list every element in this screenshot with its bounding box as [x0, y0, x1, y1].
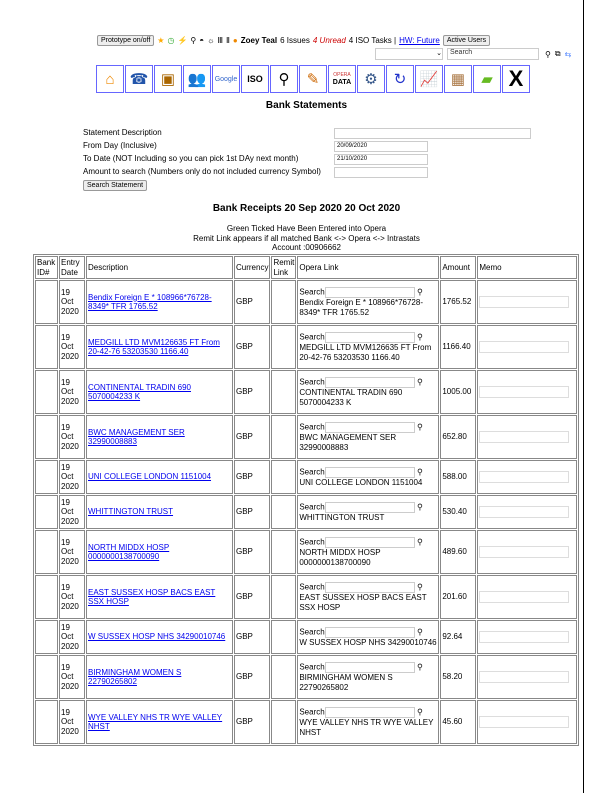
- table-row: [35, 530, 577, 574]
- memo-input[interactable]: [479, 631, 569, 643]
- help-icon[interactable]: ●: [232, 36, 238, 45]
- bank-id: [35, 530, 58, 574]
- search-label: Search: [299, 627, 325, 637]
- users-icon[interactable]: 👥: [183, 65, 211, 93]
- hw-link[interactable]: HW: Future: [399, 36, 440, 45]
- opera-link-cell: [297, 530, 439, 574]
- prototype-toggle-button[interactable]: Prototype on/off: [97, 35, 154, 46]
- table-header: [35, 256, 577, 279]
- search-icon[interactable]: ⚲: [416, 627, 423, 637]
- search-icon[interactable]: ⚲: [416, 467, 423, 477]
- remit-link: [271, 700, 296, 744]
- entry-date: 19 Oct 2020: [59, 280, 85, 324]
- currency: GBP: [234, 325, 270, 369]
- entry-date: 19 Oct 2020: [59, 620, 85, 654]
- entry-date: 19 Oct 2020: [59, 575, 85, 619]
- search-icon[interactable]: ⚲: [416, 707, 423, 717]
- search-label: Search: [299, 467, 325, 477]
- description-link[interactable]: CONTINENTAL TRADIN 690 5070004233 K: [88, 382, 191, 401]
- opera-match: UNI COLLEGE LONDON 1151004: [299, 477, 423, 487]
- account-number: Account :00906662: [272, 243, 341, 252]
- description-link[interactable]: EAST SUSSEX HOSP BACS EAST SSX HOSP: [88, 587, 216, 606]
- currency: GBP: [234, 575, 270, 619]
- memo-input[interactable]: [479, 431, 569, 443]
- col-amount: Amount: [440, 256, 476, 279]
- bank-id: [35, 280, 58, 324]
- sun-icon[interactable]: ☼: [207, 36, 215, 45]
- currency: GBP: [234, 620, 270, 654]
- search-scope-select[interactable]: ⌄: [375, 48, 443, 60]
- bank-id: [35, 415, 58, 459]
- table-row: [35, 700, 577, 744]
- search-icon[interactable]: ⚲: [416, 377, 423, 387]
- col-description: Description: [86, 256, 233, 279]
- search-icon[interactable]: ⚲: [416, 422, 423, 432]
- table-row: [35, 325, 577, 369]
- search-label: Search: [299, 537, 325, 547]
- col-bank-id: Bank ID#: [35, 256, 58, 279]
- search-label: Search: [299, 332, 325, 342]
- search-statement-button[interactable]: Search Statement: [83, 180, 147, 191]
- description-link[interactable]: Bendix Foreign E * 108966*76728-8349* TFR 1765.52: [88, 292, 212, 311]
- opera-link-cell: [297, 460, 439, 494]
- amount: 489.60: [440, 530, 476, 574]
- memo-input[interactable]: [479, 671, 569, 683]
- top-bar: [97, 35, 490, 46]
- entry-date: 19 Oct 2020: [59, 370, 85, 414]
- from-date-input[interactable]: 20/09/2020: [334, 141, 428, 152]
- description-cell: [86, 325, 233, 369]
- star-icon[interactable]: ★: [157, 36, 165, 45]
- description-cell: [86, 575, 233, 619]
- book-icon[interactable]: ▰: [473, 65, 501, 93]
- amount: 530.40: [440, 495, 476, 529]
- search-input[interactable]: Search: [447, 48, 539, 60]
- bank-id: [35, 460, 58, 494]
- phone-icon[interactable]: ☎: [125, 65, 153, 93]
- bank-id: [35, 370, 58, 414]
- description-link[interactable]: UNI COLLEGE LONDON 1151004: [88, 472, 212, 482]
- entry-date: 19 Oct 2020: [59, 530, 85, 574]
- amount: 58.20: [440, 655, 476, 699]
- chart-icon[interactable]: 📈: [415, 65, 443, 93]
- search-icon[interactable]: ⚲: [416, 287, 423, 297]
- opera-search-input[interactable]: [325, 422, 415, 433]
- memo-cell: [477, 460, 577, 494]
- amount: 652.80: [440, 415, 476, 459]
- opera-search-input[interactable]: [325, 662, 415, 673]
- col-entry-date: Entry Date: [59, 256, 85, 279]
- description-cell: [86, 655, 233, 699]
- col-memo: Memo: [477, 256, 577, 279]
- opera-link-cell: [297, 575, 439, 619]
- magnifier-icon[interactable]: ⚲: [270, 65, 298, 93]
- memo-input[interactable]: [479, 341, 569, 353]
- to-label: To Date (NOT Including so you can pick 1st DAy next month): [83, 154, 299, 163]
- globe-icon[interactable]: ◓: [199, 36, 205, 45]
- description-cell: [86, 620, 233, 654]
- notes: [0, 224, 613, 253]
- memo-cell: [477, 495, 577, 529]
- remit-link: [271, 495, 296, 529]
- opera-search-input[interactable]: [325, 537, 415, 548]
- memo-cell: [477, 325, 577, 369]
- description-cell: [86, 530, 233, 574]
- remit-link: [271, 575, 296, 619]
- search-icon[interactable]: ⚲: [416, 582, 423, 592]
- opera-search-input[interactable]: [325, 467, 415, 478]
- description-cell: [86, 415, 233, 459]
- settings-icon[interactable]: ⚙: [357, 65, 385, 93]
- remit-link: [271, 460, 296, 494]
- iso-tasks[interactable]: 4 ISO Tasks |: [348, 36, 397, 45]
- remit-link: [271, 280, 296, 324]
- amount: 588.00: [440, 460, 476, 494]
- search-label: Search: [299, 422, 325, 432]
- opera-search-input[interactable]: [325, 377, 415, 388]
- memo-input[interactable]: [479, 296, 569, 308]
- col-opera-link: Opera Link: [297, 256, 439, 279]
- note-remit-link: Remit Link appears if all matched Bank <-> Opera <-> Intrastats: [193, 233, 420, 243]
- opera-link-cell: [297, 280, 439, 324]
- search-icon[interactable]: ⚲: [416, 332, 423, 342]
- amount: 1166.40: [440, 325, 476, 369]
- table-row: [35, 495, 577, 529]
- table-row: [35, 620, 577, 654]
- memo-cell: [477, 700, 577, 744]
- bank-id: [35, 620, 58, 654]
- memo-cell: [477, 655, 577, 699]
- issues-count[interactable]: 6 Issues: [280, 36, 310, 45]
- entry-date: 19 Oct 2020: [59, 655, 85, 699]
- table-row: [35, 415, 577, 459]
- entry-date: 19 Oct 2020: [59, 700, 85, 744]
- note-green-ticked: Green Ticked Have Been Entered into Opera: [226, 224, 387, 233]
- entry-date: 19 Oct 2020: [59, 325, 85, 369]
- lightning-icon[interactable]: ⚡: [177, 36, 188, 45]
- page-title: Bank Statements: [265, 100, 348, 111]
- description-cell: [86, 280, 233, 324]
- table-row: [35, 280, 577, 324]
- iso-icon[interactable]: ISO: [241, 65, 269, 93]
- description-link[interactable]: WHITTINGTON TRUST: [88, 507, 174, 517]
- entry-date: 19 Oct 2020: [59, 495, 85, 529]
- search-label: Search: [299, 707, 325, 717]
- amount: 201.60: [440, 575, 476, 619]
- opera-link-cell: [297, 325, 439, 369]
- edit-icon[interactable]: ✎: [299, 65, 327, 93]
- opera-match: WYE VALLEY NHS TR WYE VALLEY NHST: [299, 718, 434, 737]
- bank-id: [35, 700, 58, 744]
- desc-label: Statement Description: [83, 128, 162, 137]
- remit-link: [271, 415, 296, 459]
- currency: GBP: [234, 460, 270, 494]
- search-icon[interactable]: ⚲: [416, 537, 423, 547]
- google-icon[interactable]: Google: [212, 65, 240, 93]
- opera-match: WHITTINGTON TRUST: [299, 512, 385, 522]
- entry-date: 19 Oct 2020: [59, 460, 85, 494]
- from-label: From Day (Inclusive): [83, 141, 157, 150]
- data-label: DATA: [332, 79, 352, 86]
- amount-label: Amount to search (Numbers only do not included currency Symbol): [83, 167, 321, 176]
- opera-match: EAST SUSSEX HOSP BACS EAST SSX HOSP: [299, 593, 427, 612]
- search-icon[interactable]: ⚲: [545, 49, 551, 59]
- memo-cell: [477, 415, 577, 459]
- search-icon[interactable]: ⚲: [416, 502, 423, 512]
- opera-search-input[interactable]: [325, 287, 415, 298]
- currency: GBP: [234, 700, 270, 744]
- description-link[interactable]: BIRMINGHAM WOMEN S 22790265802: [88, 667, 182, 686]
- remit-link: [271, 655, 296, 699]
- memo-input[interactable]: [479, 471, 569, 483]
- opera-link-cell: [297, 415, 439, 459]
- memo-input[interactable]: [479, 546, 569, 558]
- amount: 45.60: [440, 700, 476, 744]
- entry-date: 19 Oct 2020: [59, 415, 85, 459]
- opera-match: NORTH MIDDX HOSP 0000000138700090: [299, 548, 381, 567]
- currency: GBP: [234, 415, 270, 459]
- opera-match: W SUSSEX HOSP NHS 34290010746: [299, 637, 437, 647]
- table-row: [35, 575, 577, 619]
- memo-cell: [477, 370, 577, 414]
- memo-cell: [477, 575, 577, 619]
- receipts-table: [33, 254, 579, 746]
- description-link[interactable]: BWC MANAGEMENT SER 32990008883: [88, 427, 185, 446]
- bank-id: [35, 655, 58, 699]
- memo-input[interactable]: [479, 716, 569, 728]
- opera-match: BIRMINGHAM WOMEN S 22790265802: [299, 673, 393, 692]
- amount: 1005.00: [440, 370, 476, 414]
- amount-input[interactable]: [334, 167, 428, 178]
- col-currency: Currency: [234, 256, 270, 279]
- opera-match: MEDGILL LTD MVM126635 FT From 20-42-76 53203530 1166.40: [299, 343, 432, 362]
- external-link-icon[interactable]: ⧉: [554, 49, 561, 58]
- amount: 92.64: [440, 620, 476, 654]
- opera-label: OPERA: [333, 72, 351, 78]
- pin-icon[interactable]: ⚲: [190, 36, 197, 45]
- opera-match: Bendix Foreign E * 108966*76728-8349* TFR 1765.52: [299, 298, 423, 317]
- toolbar: [96, 65, 530, 93]
- memo-input[interactable]: [479, 506, 569, 518]
- memo-cell: [477, 620, 577, 654]
- box-icon[interactable]: ▦: [444, 65, 472, 93]
- currency: GBP: [234, 370, 270, 414]
- currency: GBP: [234, 655, 270, 699]
- opera-match: BWC MANAGEMENT SER 32990008883: [299, 433, 397, 452]
- search-label: Search: [299, 582, 325, 592]
- search-label: Search: [299, 287, 325, 297]
- currency: GBP: [234, 495, 270, 529]
- clock-icon[interactable]: ◷: [167, 36, 175, 45]
- building-icon[interactable]: Ⅲ: [217, 36, 223, 45]
- opera-match: CONTINENTAL TRADIN 690 5070004233 K: [299, 388, 403, 407]
- description-cell: [86, 700, 233, 744]
- swap-icon[interactable]: ⇆: [564, 49, 572, 59]
- opera-search-input[interactable]: [325, 707, 415, 718]
- statement-description-input[interactable]: [334, 128, 531, 139]
- memo-cell: [477, 280, 577, 324]
- opera-search-input[interactable]: [325, 582, 415, 593]
- search-label: Search: [299, 662, 325, 672]
- active-users-button[interactable]: Active Users: [443, 35, 490, 46]
- page-edge: [583, 0, 584, 793]
- opera-link-cell: [297, 495, 439, 529]
- opera-link-cell: [297, 700, 439, 744]
- opera-search-input[interactable]: [325, 502, 415, 513]
- bank-id: [35, 325, 58, 369]
- treasure-icon[interactable]: ▣: [154, 65, 182, 93]
- currency: GBP: [234, 530, 270, 574]
- to-date-input[interactable]: 21/10/2020: [334, 154, 428, 165]
- table-row: [35, 460, 577, 494]
- remit-link: [271, 370, 296, 414]
- receipts-title: Bank Receipts 20 Sep 2020 20 Oct 2020: [212, 203, 401, 214]
- memo-input[interactable]: [479, 591, 569, 603]
- table-row: [35, 655, 577, 699]
- bars-icon[interactable]: Ⅱ: [225, 36, 230, 45]
- memo-cell: [477, 530, 577, 574]
- opera-data-icon[interactable]: [328, 65, 356, 93]
- opera-link-cell: [297, 620, 439, 654]
- search-label: Search: [299, 502, 325, 512]
- memo-input[interactable]: [479, 386, 569, 398]
- amount: 1765.52: [440, 280, 476, 324]
- opera-search-input[interactable]: [325, 627, 415, 638]
- description-link[interactable]: NORTH MIDDX HOSP 0000000138700090: [88, 542, 170, 561]
- opera-link-cell: [297, 655, 439, 699]
- refresh-icon[interactable]: ↻: [386, 65, 414, 93]
- remit-link: [271, 620, 296, 654]
- search-label: Search: [299, 377, 325, 387]
- description-link[interactable]: MEDGILL LTD MVM126635 FT From 20-42-76 53203530 1166.40: [88, 337, 220, 356]
- description-link[interactable]: W SUSSEX HOSP NHS 34290010746: [88, 632, 226, 642]
- bank-id: [35, 575, 58, 619]
- currency: GBP: [234, 280, 270, 324]
- remit-link: [271, 530, 296, 574]
- home-icon[interactable]: ⌂: [96, 65, 124, 93]
- description-cell: [86, 460, 233, 494]
- close-icon[interactable]: X: [502, 65, 530, 93]
- opera-link-cell: [297, 370, 439, 414]
- unread-count[interactable]: 4 Unread: [312, 36, 346, 45]
- col-remit-link: Remit Link: [271, 256, 296, 279]
- remit-link: [271, 325, 296, 369]
- description-link[interactable]: WYE VALLEY NHS TR WYE VALLEY NHST: [88, 712, 223, 731]
- user-name: Zoey Teal: [240, 36, 278, 45]
- description-cell: [86, 370, 233, 414]
- description-cell: [86, 495, 233, 529]
- search-icon[interactable]: ⚲: [416, 662, 423, 672]
- opera-search-input[interactable]: [325, 332, 415, 343]
- table-row: [35, 370, 577, 414]
- bank-id: [35, 495, 58, 529]
